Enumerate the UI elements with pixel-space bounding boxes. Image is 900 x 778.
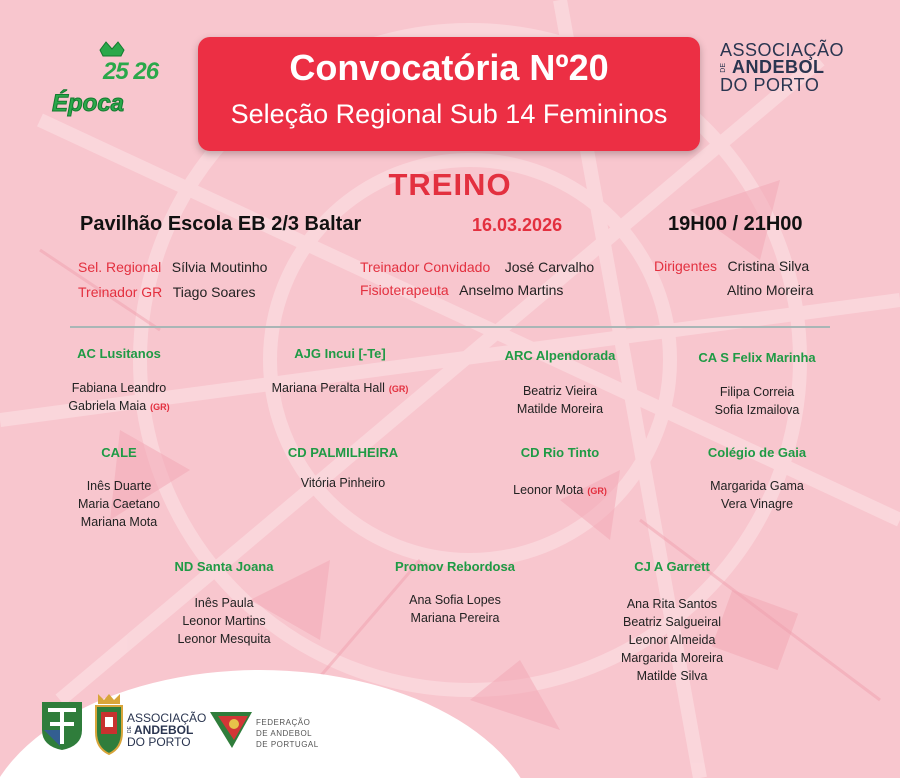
player-row [240, 379, 440, 398]
association-de: DE [720, 63, 727, 73]
player-row [657, 383, 857, 401]
player-name: Fabiana Leandro [71, 381, 167, 395]
player-list [572, 595, 772, 685]
player-name: Vitória Pinheiro [300, 476, 386, 490]
player-name: Vera Vinagre [720, 497, 794, 511]
staff-row [360, 259, 594, 277]
staff-name: José Carvalho [504, 259, 595, 275]
association-line3: DO PORTO [720, 75, 820, 95]
player-row [572, 631, 772, 649]
player-list [240, 379, 440, 398]
player-name: Gabriela Maia [68, 399, 147, 413]
player-name: Leonor Mota [513, 483, 584, 497]
staff-row [654, 258, 809, 276]
player-row [124, 594, 324, 612]
association-logo [720, 42, 870, 102]
player-row [572, 667, 772, 685]
association-line2: ANDEBOL [732, 57, 825, 77]
player-row [19, 397, 219, 416]
player-name: Margarida Moreira [620, 651, 724, 665]
player-list [657, 477, 857, 513]
staff-row [78, 284, 256, 302]
player-name: Inês Duarte [86, 479, 152, 493]
session-time: 19H00 / 21H00 [668, 213, 803, 235]
player-name: Mariana Peralta Hall [271, 381, 385, 395]
player-row [19, 477, 219, 495]
player-name: Maria Caetano [78, 497, 160, 511]
staff-label: Treinador Convidado [360, 259, 491, 275]
footer-association-line3: DO PORTO [127, 735, 191, 749]
player-list [19, 477, 219, 531]
club-name: ND Santa Joana [174, 559, 274, 574]
club-name: CALE [101, 445, 137, 460]
coat-of-arms-icon [92, 692, 126, 756]
title-banner [198, 37, 700, 151]
player-name: Ana Sofia Lopes [409, 593, 501, 607]
player-row [124, 612, 324, 630]
player-name: Leonor Mesquita [177, 632, 271, 646]
staff-row [360, 282, 563, 300]
player-name: Margarida Gama [710, 479, 804, 493]
club-name: CD Rio Tinto [520, 445, 600, 460]
player-name: Filipa Correia [719, 385, 795, 399]
player-row [19, 495, 219, 513]
staff-name: Tiago Soares [172, 284, 256, 300]
footer-association-line1: ASSOCIAÇÃO [127, 711, 207, 725]
player-row [460, 481, 660, 500]
player-row [460, 382, 660, 400]
session-type: TREINO [388, 167, 512, 202]
club-name: CA S Felix Marinha [698, 350, 816, 365]
player-row [657, 477, 857, 495]
player-row [124, 630, 324, 648]
club-name: ARC Alpendorada [504, 348, 616, 363]
season-logo [48, 40, 173, 120]
footer-association-de: DE [127, 726, 133, 733]
federation-emblem-icon [208, 708, 254, 750]
staff-row [78, 259, 267, 277]
staff-name: Altino Moreira [727, 282, 814, 298]
player-name: Matilde Silva [636, 669, 708, 683]
player-name: Ana Rita Santos [626, 597, 718, 611]
player-row [572, 595, 772, 613]
player-name: Leonor Martins [182, 614, 266, 628]
player-list [355, 591, 555, 627]
club-name: Colégio de Gaia [707, 445, 807, 460]
andebol-emblem-icon [40, 700, 84, 752]
player-row [657, 495, 857, 513]
player-row [657, 401, 857, 419]
staff-label: Dirigentes [654, 258, 718, 274]
federation-line1: FEDERAÇÃO [256, 718, 311, 727]
staff-name: Anselmo Martins [459, 282, 564, 298]
club-name: CD PALMILHEIRA [287, 445, 399, 460]
player-row [355, 591, 555, 609]
player-list [460, 382, 660, 418]
goalkeeper-tag: (GR) [587, 486, 607, 496]
player-list [124, 594, 324, 648]
player-name: Beatriz Vieira [522, 384, 598, 398]
player-list [460, 481, 660, 500]
venue: Pavilhão Escola EB 2/3 Baltar [80, 213, 362, 235]
club-name: AJG Incui [-Te] [294, 346, 386, 361]
player-row [19, 379, 219, 397]
player-name: Mariana Pereira [410, 611, 500, 625]
session-date: 16.03.2026 [472, 215, 563, 235]
staff-label: Treinador GR [78, 284, 163, 300]
player-row [243, 474, 443, 492]
federation-line3: DE PORTUGAL [256, 740, 319, 749]
player-row [460, 400, 660, 418]
player-name: Mariana Mota [80, 515, 158, 529]
player-list [657, 383, 857, 419]
club-name: CJ A Garrett [634, 559, 710, 574]
player-name: Sofia Izmailova [714, 403, 800, 417]
player-row [572, 613, 772, 631]
player-row [572, 649, 772, 667]
player-row [355, 609, 555, 627]
player-row [19, 513, 219, 531]
season-word: Época [52, 90, 125, 117]
association-line1: ASSOCIAÇÃO [720, 40, 845, 60]
player-name: Leonor Almeida [628, 633, 716, 647]
season-years: 25 26 [103, 58, 159, 85]
footer-association-line2: ANDEBOL [134, 723, 194, 737]
player-list [243, 474, 443, 492]
divider [70, 326, 830, 328]
staff-label: Sel. Regional [78, 259, 162, 275]
page-title: Convocatória Nº20 [289, 47, 609, 88]
page-subtitle: Seleção Regional Sub 14 Femininos [230, 99, 668, 129]
player-name: Inês Paula [194, 596, 254, 610]
player-name: Beatriz Salgueiral [623, 615, 721, 629]
player-name: Matilde Moreira [516, 402, 604, 416]
federation-line2: DE ANDEBOL [256, 729, 313, 738]
player-list [19, 379, 219, 416]
staff-row [727, 282, 813, 300]
club-name: AC Lusitanos [77, 346, 161, 361]
goalkeeper-tag: (GR) [150, 402, 170, 412]
goalkeeper-tag: (GR) [388, 384, 409, 394]
staff-label: Fisioterapeuta [360, 282, 449, 298]
staff-name: Sílvia Moutinho [171, 259, 268, 275]
club-name: Promov Rebordosa [395, 559, 515, 574]
staff-name: Cristina Silva [727, 258, 810, 274]
